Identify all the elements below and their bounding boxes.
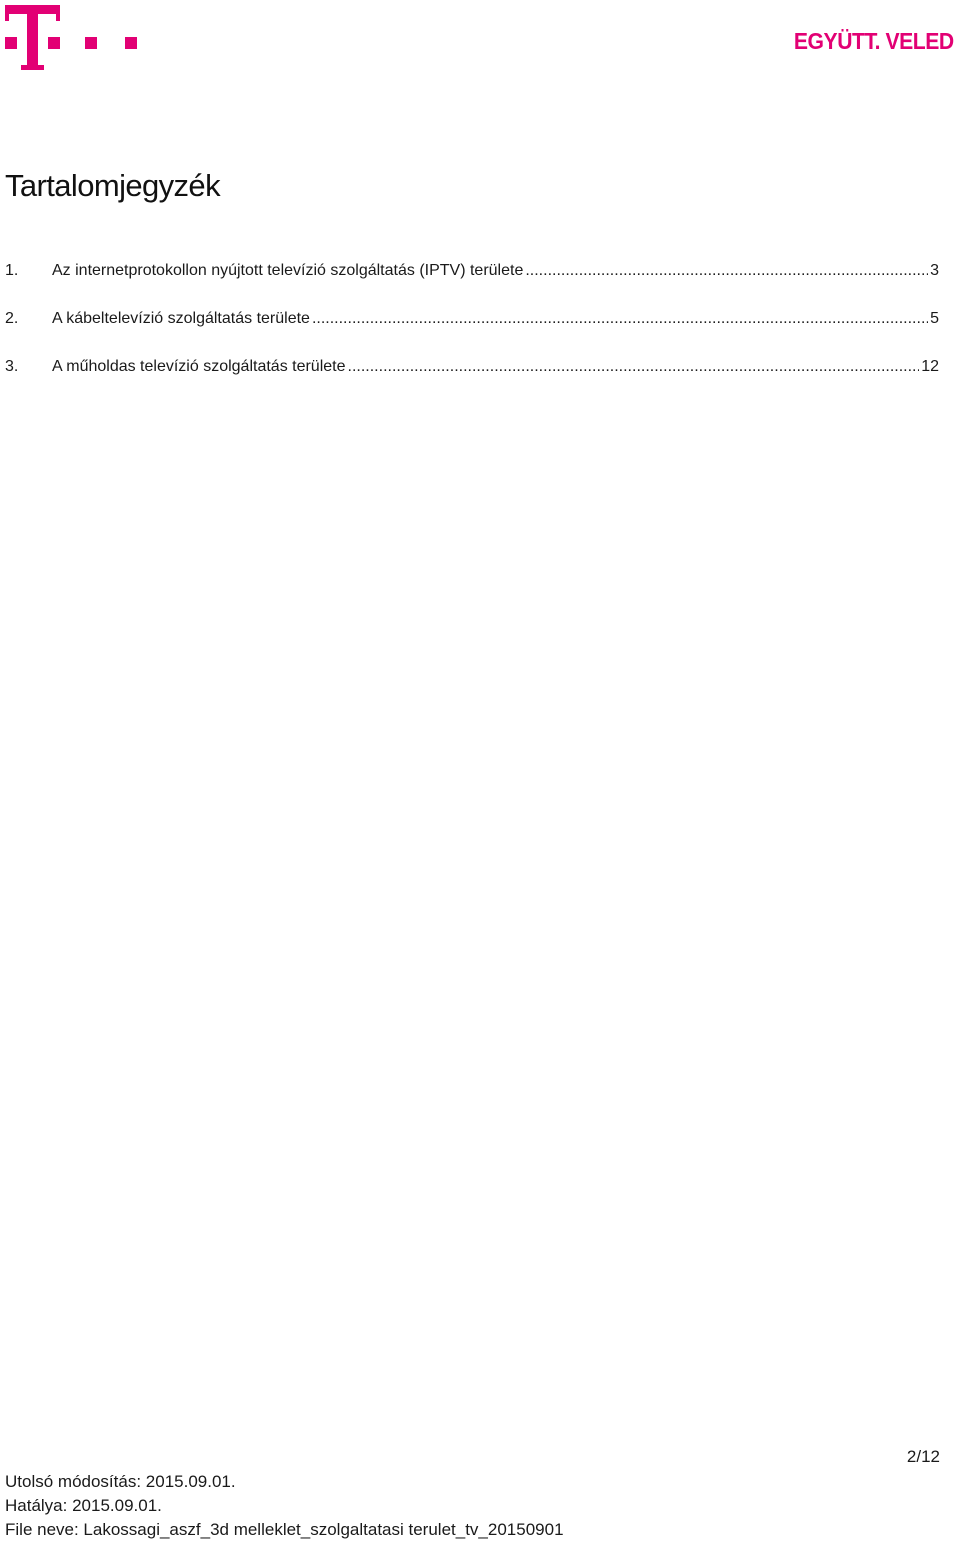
telekom-t-logo-icon: [5, 5, 145, 73]
toc-dot-leader: [525, 262, 928, 280]
toc-entry-text[interactable]: Az internetprotokollon nyújtott televízió szolgáltatás (IPTV) területe: [52, 262, 524, 279]
toc-dot-leader: [348, 358, 920, 376]
brand-slogan: EGYÜTT. VELED: [794, 28, 954, 54]
toc-entry-text[interactable]: A műholdas televízió szolgáltatás területe: [52, 358, 346, 375]
toc-entry-number: 1.: [5, 262, 19, 279]
toc-entry-page[interactable]: 12: [921, 358, 939, 375]
toc-entry-number: 2.: [5, 310, 19, 327]
toc-entry[interactable]: [5, 310, 939, 358]
toc-entry[interactable]: [5, 262, 939, 310]
toc-entry-page[interactable]: 3: [930, 262, 939, 279]
footer-last-modified: Utolsó módosítás: 2015.09.01.: [5, 1472, 236, 1491]
toc-list: [5, 262, 939, 406]
toc-entry-number: 3.: [5, 358, 19, 375]
toc-entry[interactable]: [5, 358, 939, 406]
toc-dot-leader: [312, 310, 928, 328]
footer-file-name: File neve: Lakossagi_aszf_3d melleklet_szolgaltatasi terulet_tv_20150901: [5, 1520, 564, 1539]
footer: [5, 1470, 564, 1542]
toc-entry-page[interactable]: 5: [930, 310, 939, 327]
page-number: 2/12: [906, 1447, 940, 1466]
toc-entry-text[interactable]: A kábeltelevízió szolgáltatás területe: [52, 310, 310, 327]
footer-effective-date: Hatálya: 2015.09.01.: [5, 1496, 162, 1515]
toc-title: Tartalomjegyzék: [5, 168, 220, 203]
